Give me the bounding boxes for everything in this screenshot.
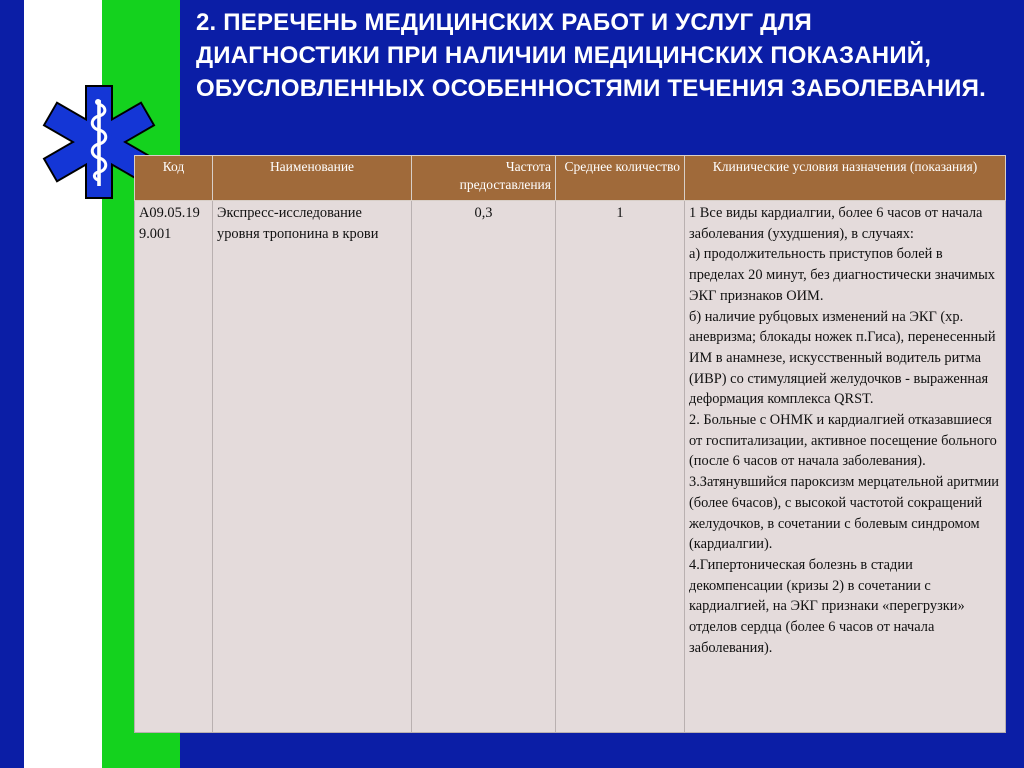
header-code: Код bbox=[135, 156, 213, 201]
cell-name: Экспресс-исследование уровня тропонина в крови bbox=[213, 201, 412, 733]
header-quantity: Среднее количество bbox=[556, 156, 685, 201]
cell-frequency: 0,3 bbox=[412, 201, 556, 733]
cell-conditions bbox=[685, 201, 1006, 733]
condition-item: 2. Больные с ОНМК и кардиалгией отказавшиеся от госпитализации, активное посещение больного (после 6 часов от начала заболевания). bbox=[689, 412, 997, 470]
services-table bbox=[134, 155, 1000, 733]
condition-item: б) наличие рубцовых изменений на ЭКГ (хр. аневризма; блокады ножек п.Гиса), перенесенный ИМ в анамнезе, искусственный водитель ритма (ИВР) со стимуляцией желудочков - выраженная деформация комплекса QRST. bbox=[689, 308, 996, 408]
page-title: 2. ПЕРЕЧЕНЬ МЕДИЦИНСКИХ РАБОТ И УСЛУГ ДЛЯ ДИАГНОСТИКИ ПРИ НАЛИЧИИ МЕДИЦИНСКИХ ПОКАЗАНИЙ, ОБУСЛОВЛЕННЫХ ОСОБЕННОСТЯМИ ТЕЧЕНИЯ ЗАБОЛЕВАНИЯ. bbox=[196, 9, 986, 102]
header-name: Наименование bbox=[213, 156, 412, 201]
condition-item: а) продолжительность приступов болей в пределах 20 минут, без диагностически значимых ЭКГ признаков ОИМ. bbox=[689, 246, 995, 304]
cell-code: А09.05.199.001 bbox=[135, 201, 213, 733]
condition-item: 3.Затянувшийся пароксизм мерцательной аритмии (более 6часов), с высокой частотой сокращений желудочков, в сочетании с болевым синдромом (кардиалгии). bbox=[689, 474, 1000, 553]
table-header-row bbox=[135, 156, 1006, 201]
blue-edge-stripe bbox=[0, 0, 24, 768]
cell-quantity: 1 bbox=[556, 201, 685, 733]
table-row bbox=[135, 201, 1006, 733]
condition-item: 1 Все виды кардиалгии, более 6 часов от начала заболевания (ухудшения), в случаях: bbox=[689, 205, 983, 242]
condition-item: 4.Гипертоническая болезнь в стадии декомпенсации (кризы 2) в сочетании с кардиалгией, на ЭКГ признаки «перегрузки» отделов сердца (более 6 часов от начала заболевания). bbox=[689, 556, 965, 656]
header-frequency: Частота предоставления bbox=[412, 156, 556, 201]
header-conditions: Клинические условия назначения (показания) bbox=[685, 156, 1006, 201]
